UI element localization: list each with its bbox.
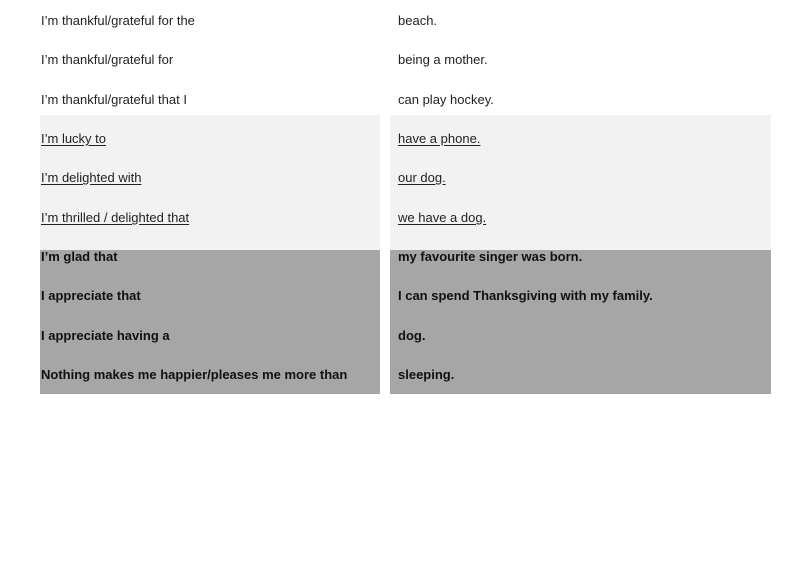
sentence-start-link[interactable]: I’m lucky to xyxy=(41,131,107,146)
sentence-start-link[interactable]: I’m thrilled / delighted that xyxy=(41,210,190,225)
sentence-start-bold: I appreciate that xyxy=(41,288,141,303)
sentence-end: being a mother. xyxy=(398,52,488,67)
sentence-end: can play hockey. xyxy=(398,92,494,107)
sentence-end: beach. xyxy=(398,13,438,28)
sentence-end-link[interactable]: have a phone. xyxy=(398,131,481,146)
sentence-start-link[interactable]: I’m delighted with xyxy=(41,170,142,185)
sentence-end-link[interactable]: our dog. xyxy=(398,170,446,185)
sentence-start-bold: I’m glad that xyxy=(41,249,118,264)
sentence-start-bold: I appreciate having a xyxy=(41,328,170,343)
sentence-end-bold: dog. xyxy=(398,328,426,343)
sentence-start: I’m thankful/grateful for the xyxy=(41,13,195,28)
sentence-end-link[interactable]: we have a dog. xyxy=(398,210,487,225)
sentence-start: I’m thankful/grateful that I xyxy=(41,92,187,107)
sentence-end-bold: my favourite singer was born. xyxy=(398,249,583,264)
sentence-start-bold: Nothing makes me happier/pleases me more than xyxy=(41,367,348,382)
sentence-start: I’m thankful/grateful for xyxy=(41,52,174,67)
sentence-end-bold: I can spend Thanksgiving with my family. xyxy=(398,288,653,303)
sentence-end-bold: sleeping. xyxy=(398,367,455,382)
